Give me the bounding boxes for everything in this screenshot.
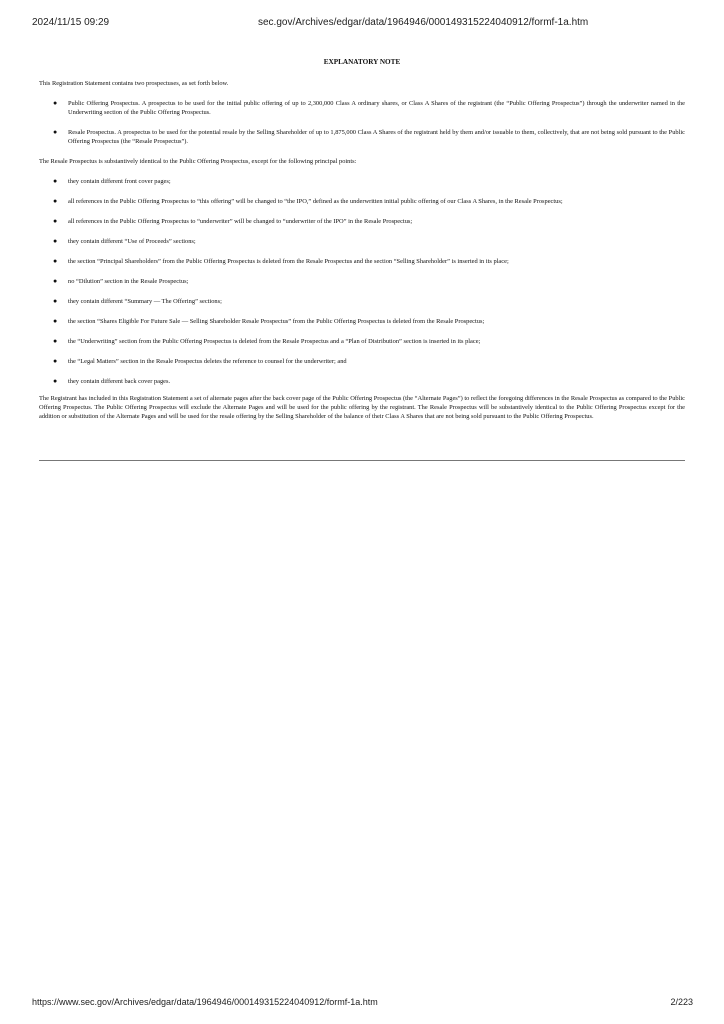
list-item [39,177,685,186]
intro-paragraph: This Registration Statement contains two prospectuses, as set forth below. [39,80,229,87]
section-title: EXPLANATORY NOTE [323,58,401,66]
document-body [39,58,685,421]
closing-paragraph: The Registrant has included in this Registration Statement a set of alternate pages after the back cover page of the Public Offering Prospectus (the “Alternate Pages”) to reflect the foregoing differences in the Resale Prospectus as compared to the Public Offering Prospectus. The Public Offering Prospectus will exclude the Alternate Pages and will be used for the public offering by the registrant. The Resale Prospectus will be substantively identical to the Public Offering Prospectus except for the addition or substitution of the Alternate Pages and will be used for the resale offering by the Selling Shareholder of the balance of their Class A Shares that are not being sold pursuant to the Public Offering Prospectus. [39,395,685,420]
list-item-text: the “Legal Matters” section in the Resale Prospectus deletes the reference to counsel for the underwriter; and [68,358,347,365]
horizontal-divider [39,460,685,461]
list-item-text: all references in the Public Offering Prospectus to “this offering” will be changed to “the IPO,” defined as the underwritten initial public offering of our Class A Shares, in the Resale Prospectus; [68,198,563,205]
list-item [39,197,685,206]
print-footer-url: https://www.sec.gov/Archives/edgar/data/1964946/000149315224040912/formf-1a.htm [32,997,378,1007]
bullet-icon: ● [53,237,58,245]
bullet-icon: ● [53,377,58,385]
list-item-text: they contain different back cover pages. [68,378,171,385]
list-item [39,297,685,306]
list-item [39,217,685,226]
list-item [39,357,685,366]
list-item [39,257,685,266]
list-item-text: the section “Principal Shareholders” from the Public Offering Prospectus is deleted from the Resale Prospectus and the section “Selling Shareholder” is inserted in its place; [68,258,509,265]
list-item-text: no “Dilution” section in the Resale Prospectus; [68,278,189,285]
list-item [39,99,685,117]
list-item-text: Public Offering Prospectus. A prospectus to be used for the initial public offering of up to 2,300,000 Class A ordinary shares, or Class A Shares of the registrant (the “Public Offering Prospectus”) through the underwriter named in the Underwriting section of the Public Offering Prospectus. [68,100,685,116]
list-item [39,317,685,326]
bullet-icon: ● [53,197,58,205]
list-item-text: Resale Prospectus. A prospectus to be used for the potential resale by the Selling Shareholder of up to 1,875,000 Class A Shares of the registrant held by them and/or issuable to them, collectively, that are not being sold pursuant to the Public Offering Prospectus (the “Resale Prospectus”). [68,129,685,145]
list-item [39,337,685,346]
bullet-icon: ● [53,217,58,225]
bullet-icon: ● [53,357,58,365]
bullet-icon: ● [53,297,58,305]
bullet-icon: ● [53,257,58,265]
print-datetime: 2024/11/15 09:29 [32,17,110,28]
bullet-icon: ● [53,337,58,345]
list-item-text: the section “Shares Eligible For Future Sale — Selling Shareholder Resale Prospectus” from the Public Offering Prospectus is deleted from the Resale Prospectus; [68,318,485,325]
differences-intro: The Resale Prospectus is substantively identical to the Public Offering Prospectus, except for the following principal points: [39,158,357,165]
bullet-icon: ● [53,128,58,136]
bullet-icon: ● [53,277,58,285]
page-number: 2/223 [670,997,693,1007]
list-item [39,377,685,386]
bullet-icon: ● [53,317,58,325]
list-item-text: all references in the Public Offering Prospectus to “underwriter” will be changed to “underwriter of the IPO” in the Resale Prospectus; [68,218,413,225]
list-item-text: the “Underwriting” section from the Public Offering Prospectus is deleted from the Resale Prospectus and a “Plan of Distribution” section is inserted in its place; [68,338,481,345]
list-item-text: they contain different “Use of Proceeds” sections; [68,238,196,245]
bullet-icon: ● [53,99,58,107]
prospectus-list [39,99,685,146]
list-item-text: they contain different front cover pages; [68,178,171,185]
bullet-icon: ● [53,177,58,185]
list-item [39,237,685,246]
list-item [39,277,685,286]
list-item [39,128,685,146]
differences-list [39,177,685,386]
print-header-url: sec.gov/Archives/edgar/data/1964946/000149315224040912/formf-1a.htm [258,17,589,28]
list-item-text: they contain different “Summary — The Offering” sections; [68,298,222,305]
